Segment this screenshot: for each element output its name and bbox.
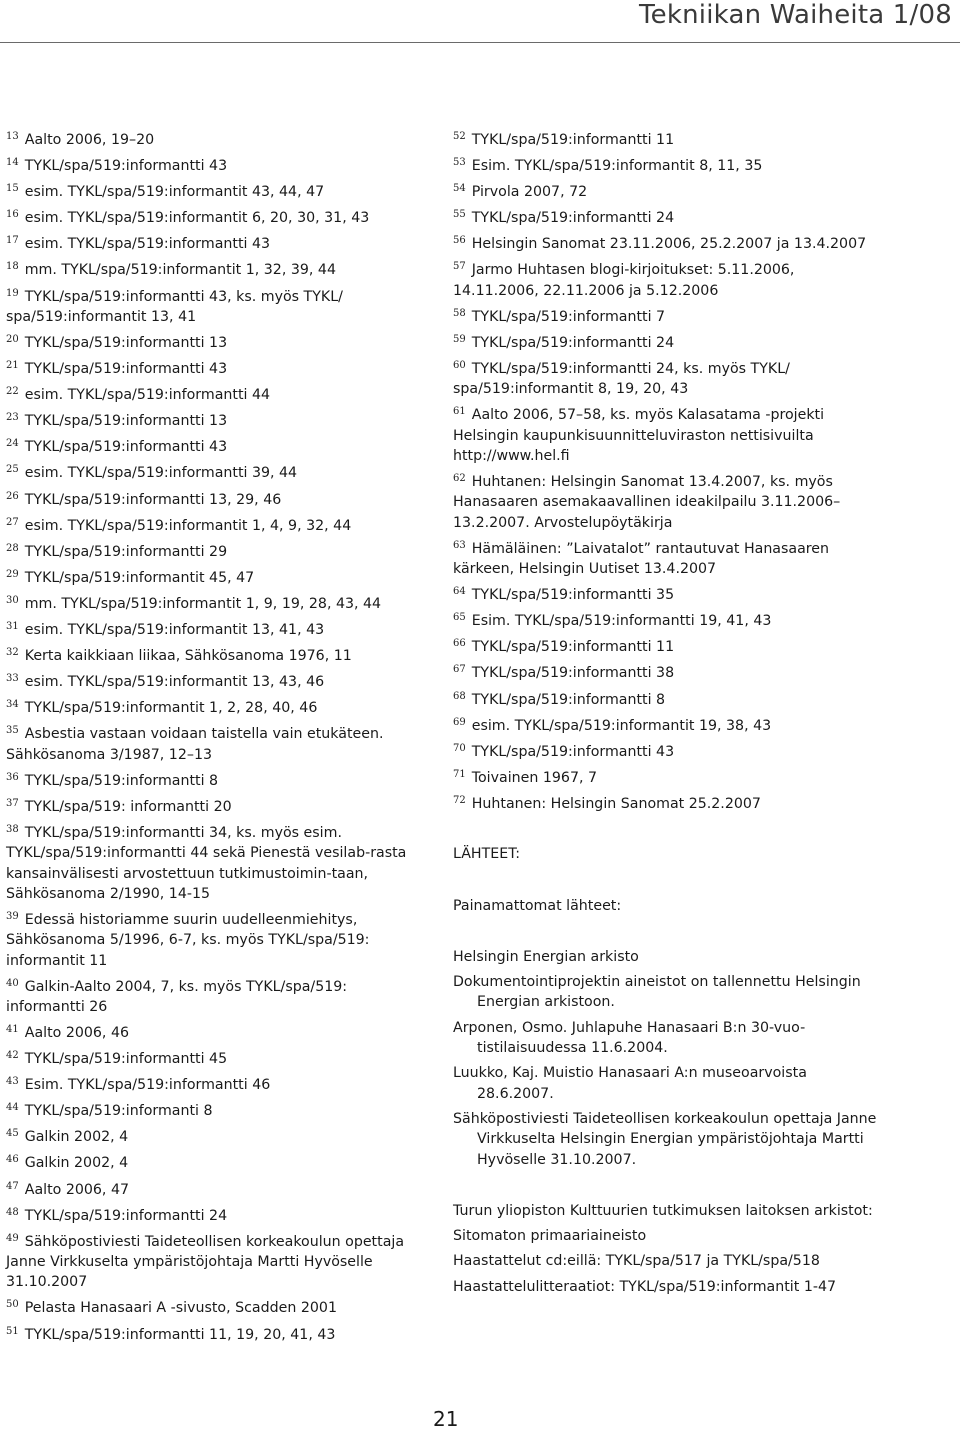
footnote-text: Huhtanen: Helsingin Sanomat 13.4.2007, ks. myös Hanasaaren asemakaavallinen ideakilpailu 3.11.2006–13.2.2007. Arvostelupöytäkirja xyxy=(453,474,841,531)
footnote xyxy=(6,823,424,904)
footnote-number: 61 xyxy=(453,406,466,418)
footnote xyxy=(453,472,883,533)
footnote-number: 56 xyxy=(453,235,466,247)
footnotes-right-list xyxy=(453,130,883,814)
footnote-text: TYKL/spa/519:informantti 7 xyxy=(471,308,666,325)
footnote-text: TYKL/spa/519:informantti 43 xyxy=(24,158,228,175)
footnote-text: TYKL/spa/519:informantti 13 xyxy=(24,413,228,430)
footnote xyxy=(6,287,424,328)
footnote-text: Aalto 2006, 57–58, ks. myös Kalasatama -projekti Helsingin kaupunkisuunnitteluviraston nettisivuilta http://www.hel.fi xyxy=(453,407,825,465)
footnote-text: Jarmo Huhtasen blogi-kirjoitukset: 5.11.2006, 14.11.2006, 22.11.2006 ja 5.12.2006 xyxy=(453,262,795,299)
footnote-number: 54 xyxy=(453,183,466,195)
footnote-text: Esim. TYKL/spa/519:informantti 19, 41, 43 xyxy=(471,613,772,630)
footnote-number: 50 xyxy=(6,1299,19,1311)
footnote-number: 44 xyxy=(6,1102,19,1114)
footnote-number: 31 xyxy=(6,620,19,632)
footnote-number: 22 xyxy=(6,386,19,398)
footnote xyxy=(453,333,883,353)
footnote-number: 13 xyxy=(6,131,19,142)
footnote-number: 14 xyxy=(6,157,19,169)
footnote-text: TYKL/spa/519:informantti 11 xyxy=(471,132,675,148)
footnote xyxy=(6,411,424,431)
footnote-number: 28 xyxy=(6,542,19,554)
footnote-number: 40 xyxy=(6,977,19,989)
footnote-text: esim. TYKL/spa/519:informantit 43, 44, 47 xyxy=(24,184,325,201)
source-entry: Arponen, Osmo. Juhlapuhe Hanasaari B:n 30-vuo-tistilaisuudessa 11.6.2004. xyxy=(453,1019,806,1057)
footnote-text: TYKL/spa/519:informantti 38 xyxy=(471,665,675,682)
footnote xyxy=(6,1298,424,1318)
footnote-text: Galkin-Aalto 2004, 7, ks. myös TYKL/spa/519: informantti 26 xyxy=(6,978,348,1015)
footnote xyxy=(453,768,883,788)
footnote xyxy=(6,620,424,640)
page-number: 21 xyxy=(433,1407,459,1431)
footnote-number: 24 xyxy=(6,438,19,450)
footnote xyxy=(6,463,424,483)
footnote-text: esim. TYKL/spa/519:informantti 39, 44 xyxy=(24,465,298,482)
footnote xyxy=(453,156,883,176)
footnote-number: 65 xyxy=(453,612,466,624)
footnote xyxy=(6,208,424,228)
footnote xyxy=(453,539,883,580)
footnote-number: 29 xyxy=(6,568,19,580)
footnote-text: Pelasta Hanasaari A -sivusto, Scadden 2001 xyxy=(24,1300,337,1317)
footnote-number: 37 xyxy=(6,797,19,809)
footnote-text: Aalto 2006, 47 xyxy=(24,1181,130,1198)
source-entry: Helsingin Energian arkisto xyxy=(453,948,639,965)
footnote-number: 52 xyxy=(453,131,466,142)
footnote xyxy=(6,130,424,150)
footnote xyxy=(6,568,424,588)
footnote-text: Toivainen 1967, 7 xyxy=(471,769,598,786)
footnote-number: 58 xyxy=(453,307,466,319)
footnote xyxy=(6,260,424,280)
footnote xyxy=(6,1232,424,1293)
footnote-text: Asbestia vastaan voidaan taistella vain etukäteen. Sähkösanoma 3/1987, 12–13 xyxy=(6,726,384,763)
footnote-text: esim. TYKL/spa/519:informantit 19, 38, 43 xyxy=(471,717,772,734)
source-entry: Dokumentointiprojektin aineistot on tallennettu Helsingin Energian arkistoon. xyxy=(453,974,861,1011)
footnote-number: 69 xyxy=(453,716,466,728)
footnote-number: 34 xyxy=(6,699,19,711)
footnote xyxy=(453,611,883,631)
footnote xyxy=(453,716,883,736)
footnote xyxy=(6,1023,424,1043)
footnote-number: 30 xyxy=(6,594,19,606)
footnote xyxy=(6,1127,424,1147)
footnote-number: 20 xyxy=(6,333,19,345)
footnote-text: TYKL/spa/519:informantti 43 xyxy=(24,439,228,456)
footnote xyxy=(453,405,883,466)
footnote xyxy=(6,490,424,510)
footnote-text: Esim. TYKL/spa/519:informantit 8, 11, 35 xyxy=(471,158,763,175)
footnote-text: Galkin 2002, 4 xyxy=(24,1155,129,1172)
footnote-number: 15 xyxy=(6,183,19,195)
footnote-text: TYKL/spa/519:informantti 11 xyxy=(471,639,675,656)
footnote-text: TYKL/spa/519:informantti 13, 29, 46 xyxy=(24,491,282,508)
footnote-text: Huhtanen: Helsingin Sanomat 25.2.2007 xyxy=(471,795,761,812)
sources-heading: LÄHTEET: xyxy=(453,846,521,863)
footnote-number: 67 xyxy=(453,664,466,676)
footnote-number: 32 xyxy=(6,647,19,659)
source-entry: Sitomaton primaariaineisto xyxy=(453,1228,647,1245)
unpublished-sources-heading: Painamattomat lähteet: xyxy=(453,897,622,914)
footnote-number: 63 xyxy=(453,539,466,551)
footnote-number: 43 xyxy=(6,1076,19,1088)
footnote xyxy=(6,646,424,666)
footnote xyxy=(453,585,883,605)
footnote xyxy=(6,1075,424,1095)
footnote-number: 57 xyxy=(453,261,466,273)
footnote-number: 23 xyxy=(6,412,19,424)
footnote-text: TYKL/spa/519:informantti 43 xyxy=(24,361,228,378)
footnote-number: 46 xyxy=(6,1154,19,1166)
footnote xyxy=(6,542,424,562)
footnote xyxy=(6,910,424,971)
footnote xyxy=(453,637,883,657)
footnote xyxy=(6,1180,424,1200)
footnote-text: Hämäläinen: ”Laivatalot” rantautuvat Hanasaaren kärkeen, Helsingin Uutiset 13.4.2007 xyxy=(453,540,830,578)
footnote-text: Edessä historiamme suurin uudelleenmiehitys, Sähkösanoma 5/1996, 6-7, ks. myös TYKL/spa/519: informantit 11 xyxy=(6,911,370,969)
footnote xyxy=(6,672,424,692)
footnote-number: 19 xyxy=(6,287,19,299)
footnote xyxy=(6,1325,424,1345)
footnote xyxy=(6,333,424,353)
footnote-number: 45 xyxy=(6,1128,19,1140)
footnote-number: 70 xyxy=(453,742,466,754)
footnote-number: 55 xyxy=(453,209,466,221)
footnote xyxy=(453,663,883,683)
footnote-text: esim. TYKL/spa/519:informantit 6, 20, 30, 31, 43 xyxy=(24,210,370,227)
footnote-text: TYKL/spa/519:informantti 24 xyxy=(24,1207,228,1224)
footnote xyxy=(453,794,883,814)
footnote-text: esim. TYKL/spa/519:informantti 43 xyxy=(24,236,271,253)
footnote-number: 33 xyxy=(6,673,19,685)
footnote xyxy=(6,359,424,379)
source-entry: Haastattelut cd:eillä: TYKL/spa/517 ja TYKL/spa/518 xyxy=(453,1253,820,1270)
footnote-text: Aalto 2006, 46 xyxy=(24,1025,130,1041)
footnote-number: 60 xyxy=(453,360,466,372)
footnotes-left-column xyxy=(6,130,424,1351)
footnote xyxy=(453,182,883,202)
footnote-number: 68 xyxy=(453,690,466,702)
footnote xyxy=(6,385,424,405)
footnote-text: TYKL/spa/519: informantti 20 xyxy=(24,798,232,815)
footnote-number: 53 xyxy=(453,157,466,169)
sources-group-university xyxy=(453,1201,883,1297)
footnote-number: 48 xyxy=(6,1206,19,1218)
footnote-number: 17 xyxy=(6,235,19,247)
footnote-number: 64 xyxy=(453,586,466,598)
footnote-number: 42 xyxy=(6,1050,19,1062)
footnote-number: 21 xyxy=(6,360,19,372)
footnote xyxy=(453,690,883,710)
footnote-text: Esim. TYKL/spa/519:informantti 46 xyxy=(24,1077,271,1094)
footnote-text: TYKL/spa/519:informantti 24 xyxy=(471,334,675,351)
footnote xyxy=(6,437,424,457)
footnote-number: 25 xyxy=(6,464,19,476)
footnote-number: 62 xyxy=(453,473,466,485)
footnote xyxy=(6,594,424,614)
footnote-number: 59 xyxy=(453,333,466,345)
footnote xyxy=(6,234,424,254)
footnote-text: TYKL/spa/519:informantit 1, 2, 28, 40, 46 xyxy=(24,700,318,717)
footnote-text: esim. TYKL/spa/519:informantit 1, 4, 9, 32, 44 xyxy=(24,517,352,534)
footnote xyxy=(6,1206,424,1226)
footnote-text: Kerta kaikkiaan liikaa, Sähkösanoma 1976, 11 xyxy=(24,648,352,665)
footnote xyxy=(6,182,424,202)
journal-title: Tekniikan Waiheita 1/08 xyxy=(639,0,952,30)
footnote xyxy=(453,307,883,327)
footnote-text: TYKL/spa/519:informantti 11, 19, 20, 41, 43 xyxy=(24,1326,336,1343)
footnote-text: TYKL/spa/519:informantti 24 xyxy=(471,210,675,227)
footnote xyxy=(453,260,883,301)
footnote-number: 38 xyxy=(6,823,19,835)
footnote-text: TYKL/spa/519:informantti 43 xyxy=(471,743,675,760)
footnote-text: TYKL/spa/519:informantti 8 xyxy=(24,772,219,789)
footnote-text: Aalto 2006, 19–20 xyxy=(24,132,155,148)
source-entry: Haastattelulitteraatiot: TYKL/spa/519:informantit 1-47 xyxy=(453,1278,837,1295)
footnote-text: TYKL/spa/519:informantti 29 xyxy=(24,543,228,560)
footnote-number: 26 xyxy=(6,490,19,502)
page-header xyxy=(0,0,960,50)
footnote xyxy=(6,156,424,176)
footnote-text: TYKL/spa/519:informantti 8 xyxy=(471,691,666,708)
footnote-text: TYKL/spa/519:informantti 24, ks. myös TYKL/ spa/519:informantit 8, 19, 20, 43 xyxy=(453,361,790,398)
footnote xyxy=(453,208,883,228)
source-entry: Luukko, Kaj. Muistio Hanasaari A:n museoarvoista 28.6.2007. xyxy=(453,1065,807,1102)
footnote-text: TYKL/spa/519:informanti 8 xyxy=(24,1103,213,1120)
footnote-text: TYKL/spa/519:informantti 13 xyxy=(24,334,228,351)
footnote-text: Pirvola 2007, 72 xyxy=(471,184,588,201)
footnote xyxy=(6,1153,424,1173)
footnote xyxy=(6,698,424,718)
footnote-text: Sähköpostiviesti Taideteollisen korkeakoulun opettaja Janne Virkkuselta ympäristöjohtaja Martti Hyvöselle 31.10.2007 xyxy=(6,1233,405,1291)
footnotes-right-column xyxy=(453,130,883,1302)
footnote xyxy=(453,130,883,150)
footnote-number: 47 xyxy=(6,1180,19,1192)
footnote-number: 36 xyxy=(6,771,19,783)
footnote-text: mm. TYKL/spa/519:informantit 1, 9, 19, 28, 43, 44 xyxy=(24,595,382,612)
footnote xyxy=(6,977,424,1018)
footnote-text: TYKL/spa/519:informantti 45 xyxy=(24,1051,228,1068)
footnote-number: 41 xyxy=(6,1024,19,1035)
footnote xyxy=(453,742,883,762)
footnote xyxy=(453,359,883,400)
footnote-text: esim. TYKL/spa/519:informantit 13, 41, 43 xyxy=(24,621,325,638)
footnote xyxy=(6,1101,424,1121)
footnote-number: 51 xyxy=(6,1325,19,1337)
source-entry: Turun yliopiston Kulttuurien tutkimuksen laitoksen arkistot: xyxy=(453,1202,873,1219)
footnote-text: TYKL/spa/519:informantti 35 xyxy=(471,587,675,604)
footnote-number: 72 xyxy=(453,794,466,806)
footnote-text: mm. TYKL/spa/519:informantit 1, 32, 39, 44 xyxy=(24,262,336,279)
header-rule xyxy=(0,42,960,43)
footnote xyxy=(6,516,424,536)
footnote-text: esim. TYKL/spa/519:informantti 44 xyxy=(24,387,271,404)
footnote xyxy=(6,797,424,817)
footnote-number: 18 xyxy=(6,261,19,273)
footnote-number: 16 xyxy=(6,209,19,221)
footnote-text: Helsingin Sanomat 23.11.2006, 25.2.2007 ja 13.4.2007 xyxy=(471,236,867,253)
footnote-number: 71 xyxy=(453,768,466,780)
footnote-text: Galkin 2002, 4 xyxy=(24,1129,129,1146)
footnote-text: esim. TYKL/spa/519:informantit 13, 43, 46 xyxy=(24,674,325,691)
footnote-text: TYKL/spa/519:informantit 45, 47 xyxy=(24,569,255,586)
footnote xyxy=(6,724,424,765)
footnote xyxy=(6,1049,424,1069)
footnote xyxy=(6,771,424,791)
footnote-text: TYKL/spa/519:informantti 43, ks. myös TYKL/ spa/519:informantit 13, 41 xyxy=(6,288,343,325)
footnote-number: 49 xyxy=(6,1232,19,1244)
footnote-number: 35 xyxy=(6,725,19,737)
sources-group-energy xyxy=(453,947,883,1170)
footnote-number: 39 xyxy=(6,910,19,922)
footnote-text: TYKL/spa/519:informantti 34, ks. myös esim. TYKL/spa/519:informantti 44 sekä Pienestä vesilab-rasta kansainvälisesti arvostettuun tutkimustoimin-taan, Sähkösanoma 2/1990, 14-15 xyxy=(6,824,407,902)
footnote-number: 66 xyxy=(453,638,466,650)
source-entry: Sähköpostiviesti Taideteollisen korkeakoulun opettaja Janne Virkkuselta Helsingin Energian ympäristöjohtaja Martti Hyvöselle 31.10.2007. xyxy=(453,1110,877,1168)
footnote-number: 27 xyxy=(6,516,19,528)
footnote xyxy=(453,234,883,254)
